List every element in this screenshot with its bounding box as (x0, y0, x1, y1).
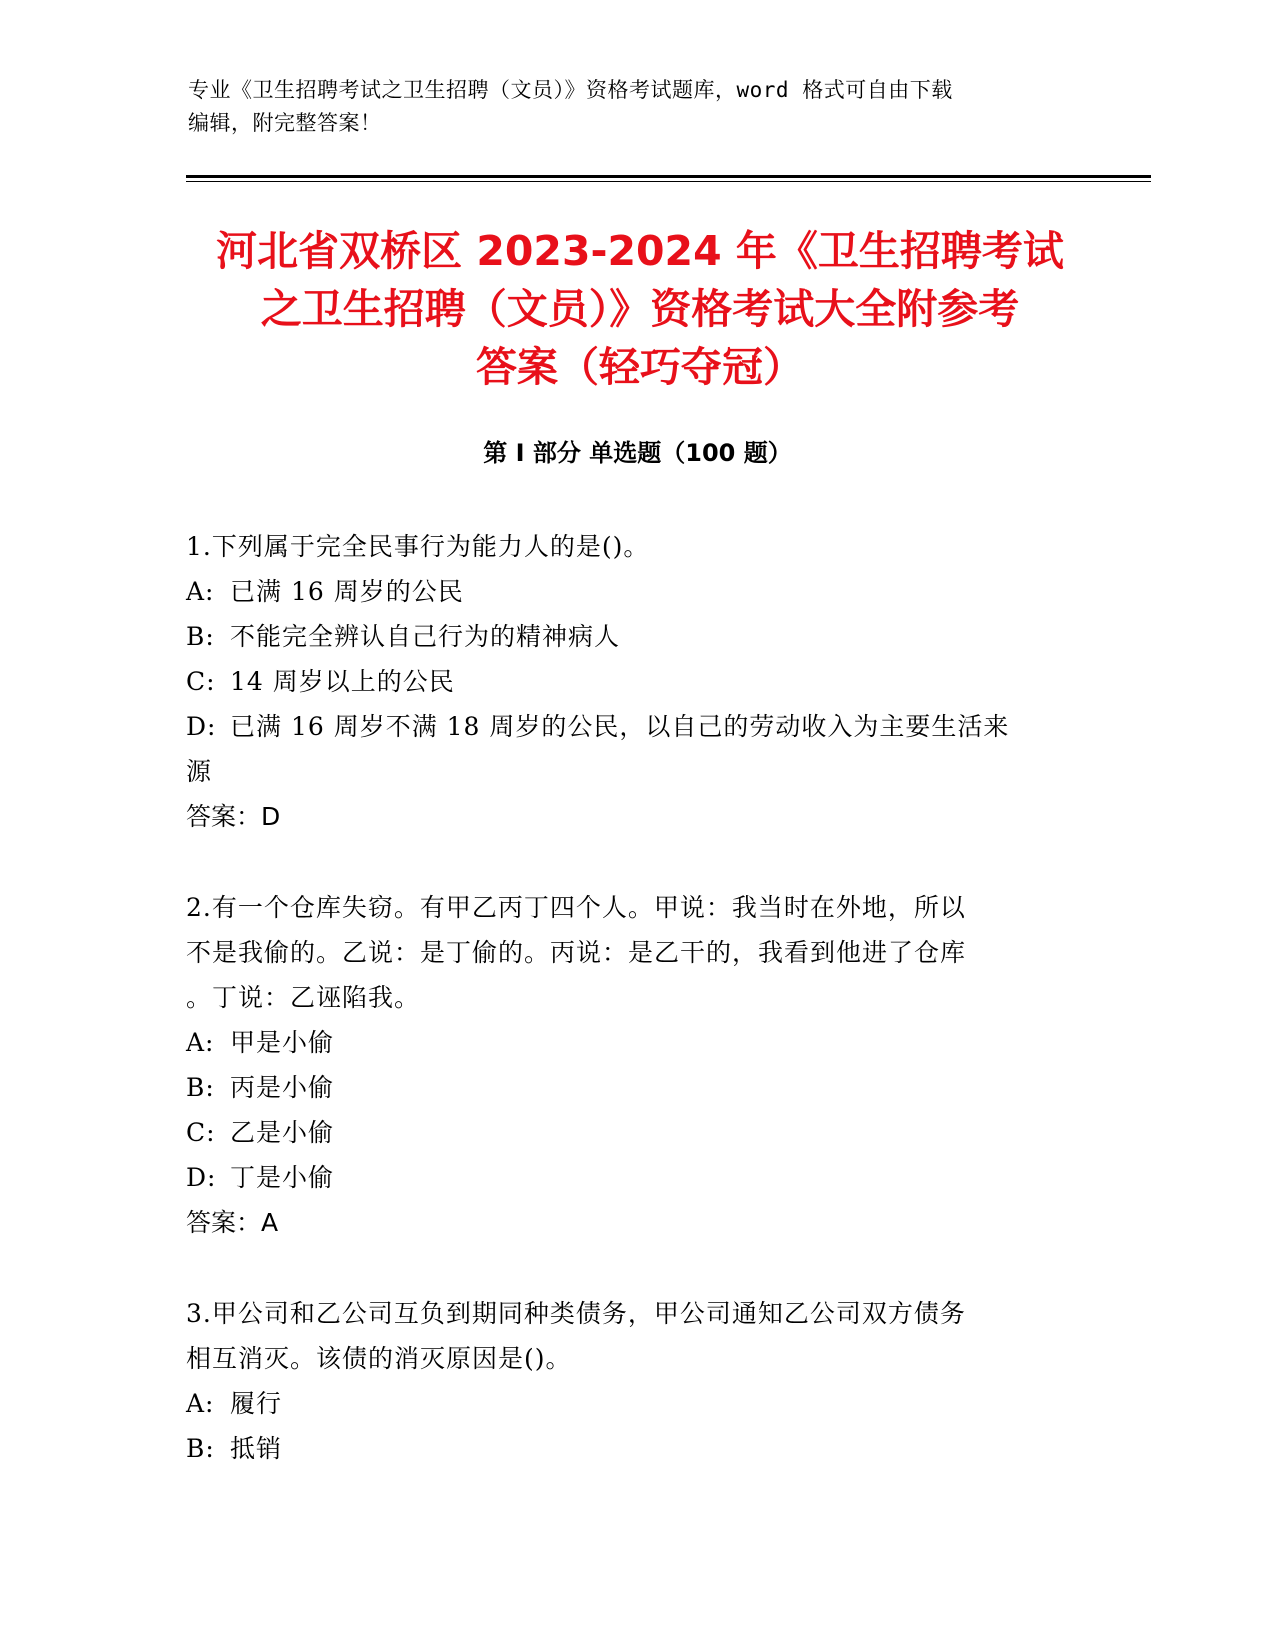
option-c (186, 659, 1086, 704)
option-a (186, 569, 1086, 614)
question-stem: 1.下列属于完全民事行为能力人的是()。 (186, 532, 650, 561)
option-d (186, 1155, 1086, 1200)
option-text: 履行 (230, 1389, 283, 1418)
option-text: 已满 16 周岁不满 18 周岁的公民，以自己的劳动收入为主要生活来 (230, 712, 1010, 741)
option-text: 丙是小偷 (230, 1073, 335, 1102)
option-b (186, 614, 1086, 659)
section-heading: 第 I 部分 单选题（100 题） (483, 439, 792, 467)
header-divider-thin (186, 181, 1151, 182)
option-letter: C: (186, 667, 216, 696)
option-d-continued: 源 (186, 757, 213, 786)
option-text: 甲是小偷 (230, 1028, 335, 1057)
question-2 (186, 885, 1086, 1245)
question-stem-line-1: 2.有一个仓库失窃。有甲乙丙丁四个人。甲说：我当时在外地，所以 (186, 893, 966, 922)
answer: 答案：A (186, 1208, 279, 1237)
header-note-line-1: 专业《卫生招聘考试之卫生招聘（文员）》资格考试题库，word 格式可自由下载 (188, 78, 953, 102)
option-text: 已满 16 周岁的公民 (230, 577, 464, 606)
option-a (186, 1381, 1086, 1426)
question-stem-line-2: 相互消灭。该债的消灭原因是()。 (186, 1344, 572, 1373)
document-title-line-1: 河北省双桥区 2023-2024 年《卫生招聘考试 (216, 227, 1064, 275)
question-stem-line-2: 不是我偷的。乙说：是丁偷的。丙说：是乙干的，我看到他进了仓库 (186, 938, 967, 967)
option-c (186, 1110, 1086, 1155)
question-3 (186, 1291, 1086, 1471)
document-title-line-3: 答案（轻巧夺冠） (476, 343, 804, 391)
document-title (190, 222, 1090, 396)
option-b (186, 1426, 1086, 1471)
header-divider-thick (186, 175, 1151, 178)
option-b (186, 1065, 1086, 1110)
option-text: 抵销 (230, 1434, 283, 1463)
option-d (186, 704, 1086, 749)
option-letter: A: (186, 577, 215, 606)
option-text: 丁是小偷 (230, 1163, 335, 1192)
option-letter: B: (186, 1434, 215, 1463)
option-letter: C: (186, 1118, 216, 1147)
header-note (188, 74, 1088, 140)
option-letter: B: (186, 1073, 215, 1102)
header-note-line-2: 编辑，附完整答案！ (188, 111, 382, 135)
question-list (186, 524, 1086, 1517)
option-a (186, 1020, 1086, 1065)
document-title-line-2: 之卫生招聘（文员）》资格考试大全附参考 (260, 285, 1020, 333)
answer: 答案：D (186, 802, 281, 831)
option-letter: A: (186, 1028, 215, 1057)
option-text: 不能完全辨认自己行为的精神病人 (230, 622, 621, 651)
option-letter: A: (186, 1389, 215, 1418)
option-letter: D: (186, 712, 217, 741)
option-letter: B: (186, 622, 215, 651)
option-letter: D: (186, 1163, 217, 1192)
option-text: 乙是小偷 (230, 1118, 335, 1147)
question-stem-line-3: 。丁说：乙诬陷我。 (186, 983, 421, 1012)
option-text: 14 周岁以上的公民 (230, 667, 455, 696)
question-stem-line-1: 3.甲公司和乙公司互负到期同种类债务，甲公司通知乙公司双方债务 (186, 1299, 966, 1328)
question-1 (186, 524, 1086, 839)
